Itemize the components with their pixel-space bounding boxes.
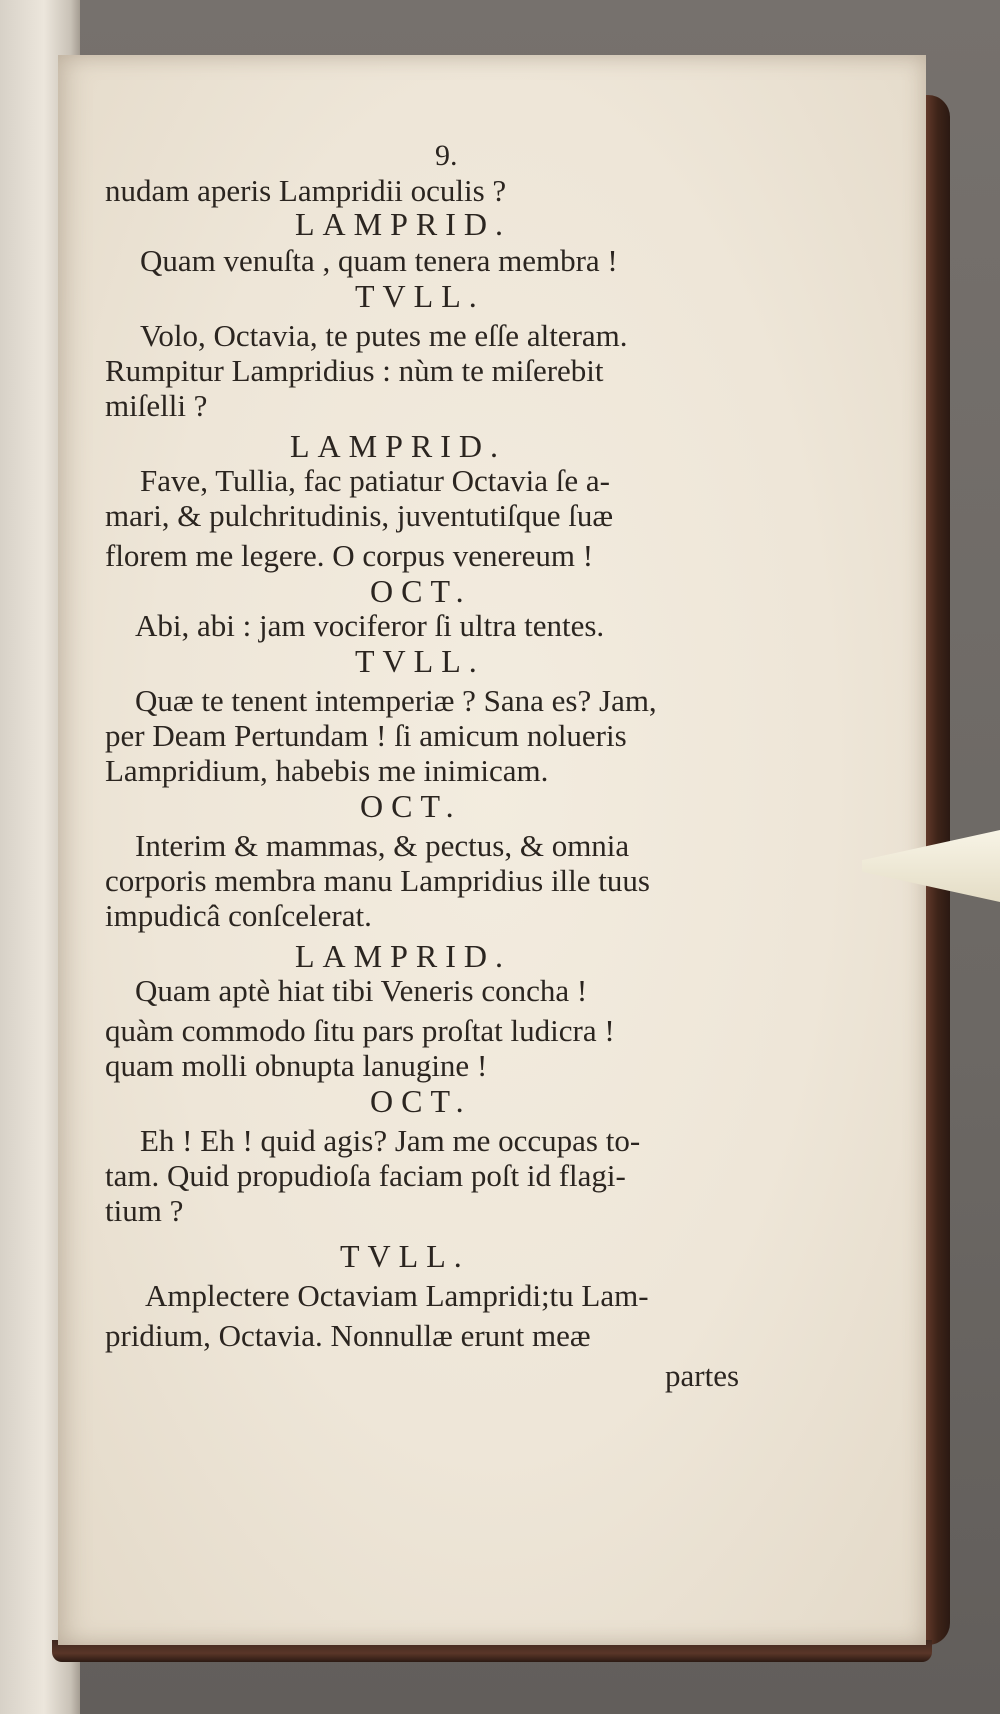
text-line: Amplectere Octaviam Lampridi;tu Lam- (145, 1278, 649, 1313)
text-line: florem me legere. O corpus venereum ! (105, 538, 594, 573)
text-line: mari, & pulchritudinis, juventutiſque ſuæ (105, 498, 614, 533)
speaker-heading: LAMPRID. (290, 428, 507, 464)
text-line: tam. Quid propudioſa faciam poſt id flagi- (105, 1158, 626, 1193)
text-line: impudicâ conſcelerat. (105, 898, 372, 933)
speaker-heading: LAMPRID. (295, 206, 512, 242)
text-line: Quam aptè hiat tibi Veneris concha ! (135, 973, 588, 1008)
text-line: Rumpitur Lampridius : nùm te miſerebit (105, 353, 604, 388)
text-line: miſelli ? (105, 388, 208, 423)
text-line: tium ? (105, 1193, 184, 1228)
text-line: per Deam Pertundam ! ſi amicum nolueris (105, 718, 627, 753)
speaker-heading: LAMPRID. (295, 938, 512, 974)
text-line: Lampridium, habebis me inimicam. (105, 753, 549, 788)
speaker-heading: OCT. (360, 788, 462, 824)
text-line: partes (665, 1358, 740, 1393)
text-line: nudam aperis Lampridii oculis ? (105, 173, 507, 208)
text-line: Volo, Octavia, te putes me eſſe alteram. (140, 318, 628, 353)
speaker-heading: TVLL. (355, 278, 485, 314)
text-line: Interim & mammas, & pectus, & omnia (135, 828, 630, 863)
text-line: pridium, Octavia. Nonnullæ erunt meæ (105, 1318, 591, 1353)
page-number: 9. (435, 139, 458, 172)
speaker-heading: TVLL. (340, 1238, 470, 1274)
text-line: quàm commodo ſitu pars proſtat ludicra ! (105, 1013, 615, 1048)
speaker-heading: TVLL. (355, 643, 485, 679)
text-line: Eh ! Eh ! quid agis? Jam me occupas to- (140, 1123, 641, 1158)
text-line: Quæ te tenent intemperiæ ? Sana es? Jam, (135, 683, 657, 718)
text-line: quam molli obnupta lanugine ! (105, 1048, 488, 1083)
text-line: Abi, abi : jam vociferor ſi ultra tentes. (135, 608, 605, 643)
text-line: Quam venuſta , quam tenera membra ! (140, 243, 618, 278)
speaker-heading: OCT. (370, 1083, 472, 1119)
text-line: Fave, Tullia, fac patiatur Octavia ſe a- (140, 463, 611, 498)
text-line: corporis membra manu Lampridius ille tuus (105, 863, 650, 898)
speaker-heading: OCT. (370, 573, 472, 609)
